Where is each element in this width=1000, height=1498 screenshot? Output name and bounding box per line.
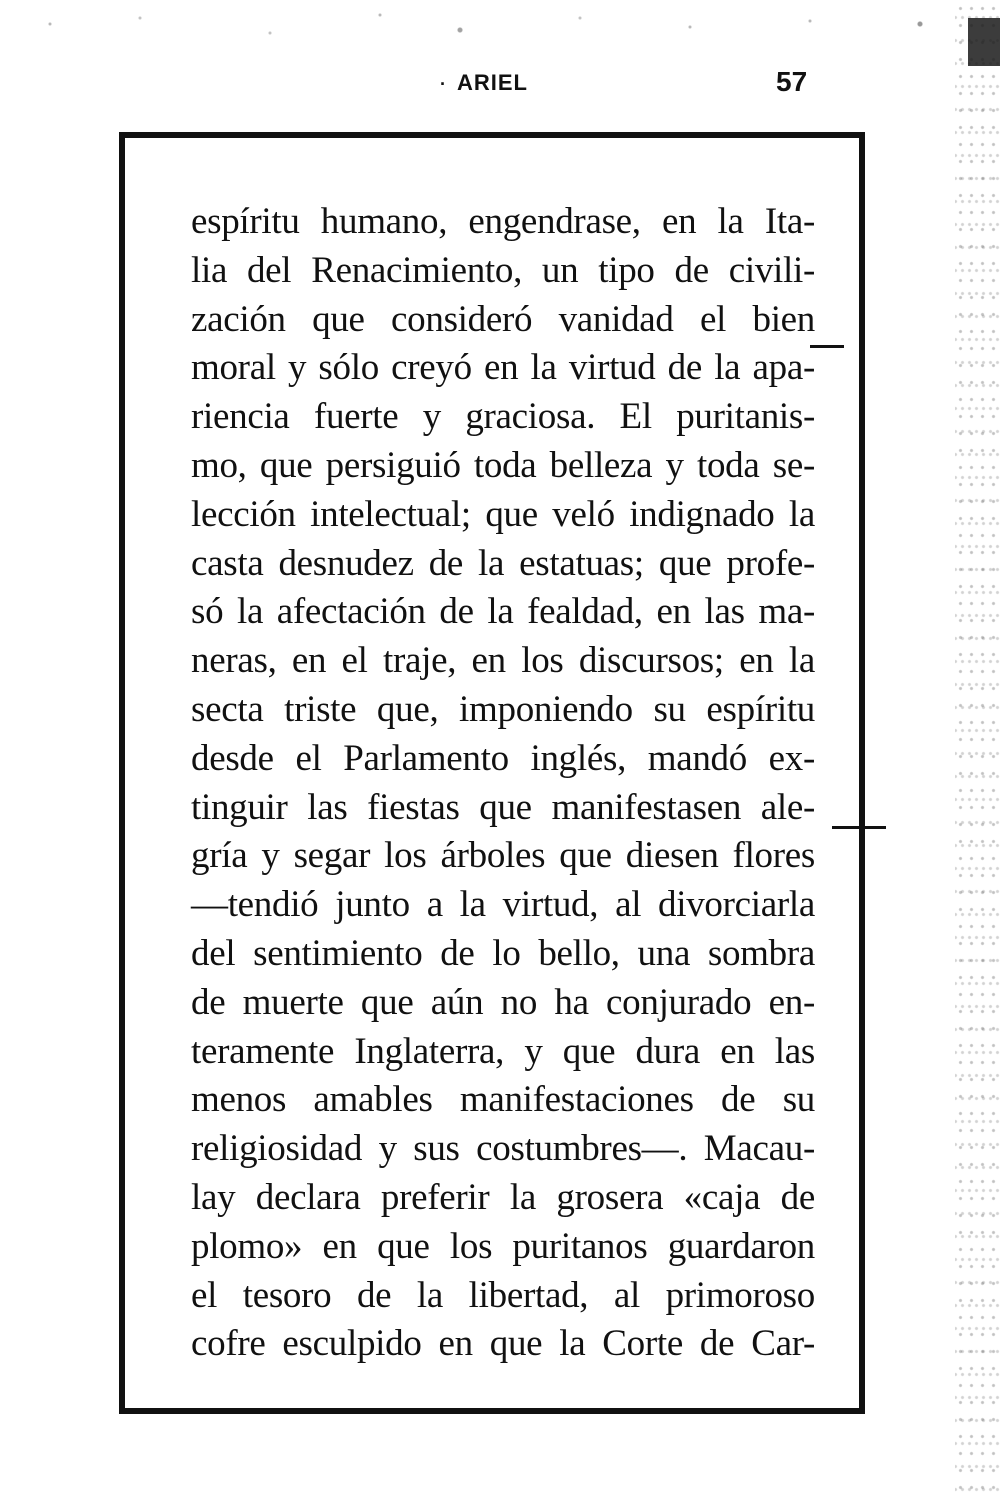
text-line: lia del Renacimiento, un tipo de civili- bbox=[191, 249, 815, 291]
page-number: 57 bbox=[776, 66, 808, 97]
text-line: plomo» en que los puritanos guardaron bbox=[191, 1225, 815, 1267]
text-line: —tendió junto a la virtud, al divorciarla bbox=[191, 884, 815, 926]
margin-mark bbox=[810, 345, 844, 348]
scan-noise-top bbox=[0, 0, 1000, 60]
text-line: zación que consideró vanidad el bien bbox=[191, 298, 815, 340]
running-title bbox=[440, 70, 560, 96]
scan-corner-mark bbox=[968, 18, 1000, 66]
text-line: religiosidad y sus costumbres—. Macau- bbox=[191, 1128, 815, 1170]
text-line: moral y sólo creyó en la virtud de la apa- bbox=[191, 347, 815, 389]
text-line: teramente Inglaterra, y que dura en las bbox=[191, 1030, 815, 1072]
text-line: gría y segar los árboles que diesen flores bbox=[191, 835, 815, 877]
text-line: el tesoro de la libertad, al primoroso bbox=[191, 1274, 815, 1316]
body-text bbox=[191, 198, 815, 1369]
text-line: espíritu humano, engendrase, en la Ita- bbox=[191, 201, 815, 242]
text-line: desde el Parlamento inglés, mandó ex- bbox=[191, 737, 815, 779]
text-line: lay declara preferir la grosera «caja de bbox=[191, 1176, 815, 1218]
text-line: lección intelectual; que veló indignado la bbox=[191, 493, 815, 535]
text-line: cofre esculpido en que la Corte de Car- bbox=[191, 1323, 815, 1365]
text-line: de muerte que aún no ha conjurado en- bbox=[191, 981, 815, 1023]
text-line: riencia fuerte y graciosa. El puritanis- bbox=[191, 396, 815, 438]
text-line: menos amables manifestaciones de su bbox=[191, 1079, 815, 1121]
text-line: del sentimiento de lo bello, una sombra bbox=[191, 932, 815, 974]
text-line: casta desnudez de la estatuas; que profe- bbox=[191, 542, 815, 584]
margin-mark bbox=[832, 826, 886, 829]
running-title-bullet: · bbox=[440, 74, 447, 94]
scan-noise-right-edge bbox=[955, 0, 1000, 1498]
running-title-text: ARIEL bbox=[457, 70, 528, 95]
text-line: tinguir las fiestas que manifestasen ale- bbox=[191, 786, 815, 828]
text-line: só la afectación de la fealdad, en las ma- bbox=[191, 591, 815, 633]
text-line: secta triste que, imponiendo su espíritu bbox=[191, 688, 815, 730]
text-line: neras, en el traje, en los discursos; en la bbox=[191, 640, 815, 682]
text-line: mo, que persiguió toda belleza y toda se- bbox=[191, 444, 815, 486]
